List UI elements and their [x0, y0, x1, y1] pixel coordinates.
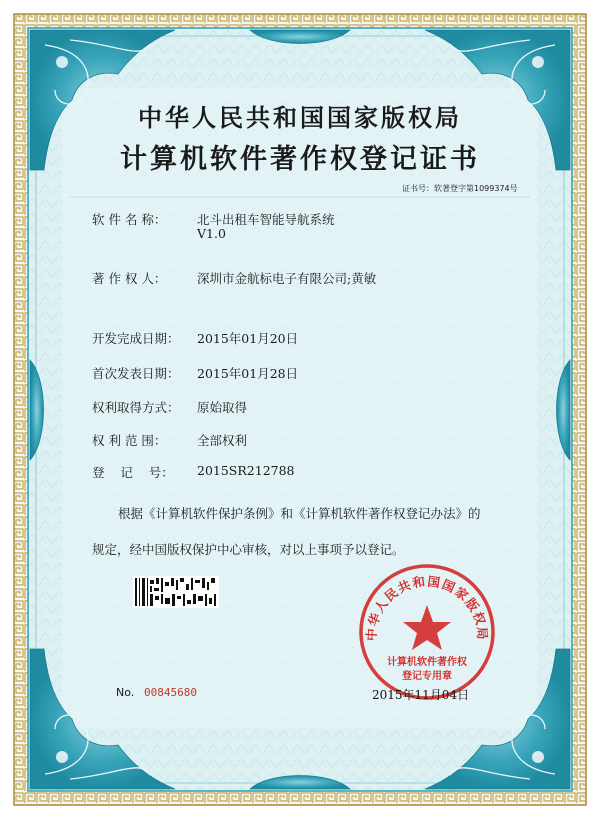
statement-line-2: 规定，经中国版权保护中心审核，对以上事项予以登记。 [92, 542, 405, 557]
field-label-registration-number: 登 记 号： [92, 465, 174, 480]
seal-inner-line-2: 登记专用章 [402, 671, 452, 682]
field-value-completion-date: 2015年01月20日 [197, 331, 299, 346]
field-label-rights-scope: 权 利 范 围： [92, 433, 167, 448]
seal-inner-line-1: 计算机软件著作权 [387, 657, 467, 668]
svg-text:中华人民共和国国家版权局: 中华人民共和国国家版权局 [363, 573, 491, 642]
issue-date: 2015年11月04日 [372, 688, 470, 702]
seal-star-icon [403, 605, 451, 650]
field-value-copyright-owner: 深圳市金航标电子有限公司;黄敏 [197, 271, 377, 286]
certificate-title: 计算机软件著作权登记证书 [120, 144, 480, 175]
field-label-acquisition-method: 权利取得方式： [92, 400, 180, 415]
field-value-acquisition-method: 原始取得 [197, 400, 248, 415]
field-value-rights-scope: 全部权利 [197, 433, 248, 448]
field-label-copyright-owner: 著 作 权 人： [92, 271, 167, 286]
official-seal [356, 561, 498, 703]
field-label-software-name: 软 件 名 称： [92, 212, 167, 227]
certificate-number-label: No. [116, 686, 135, 699]
issuer-title: 中华人民共和国国家版权局 [138, 103, 462, 132]
field-value-publication-date: 2015年01月28日 [197, 366, 299, 381]
field-value-software-name: 北斗出租车智能导航系统 [197, 212, 335, 227]
field-value-registration-number: 2015SR212788 [197, 463, 295, 478]
field-label-publication-date: 首次发表日期： [92, 366, 180, 381]
field-label-completion-date: 开发完成日期： [92, 331, 180, 346]
registration-number: 证书号：软著登字第1099374号 [402, 184, 518, 193]
barcode [133, 576, 219, 608]
statement-line-1: 根据《计算机软件保护条例》和《计算机软件著作权登记办法》的 [118, 506, 481, 521]
certificate-number-value: 00845680 [144, 686, 197, 699]
field-value-software-version: V1.0 [197, 226, 226, 241]
